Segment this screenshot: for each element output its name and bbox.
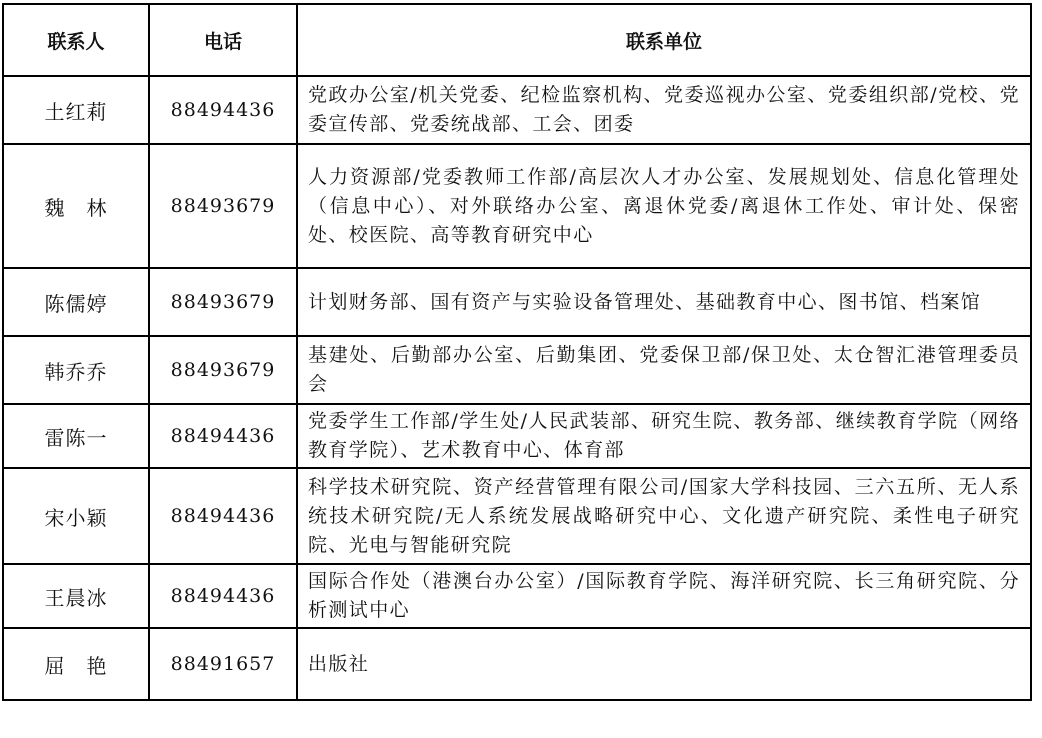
header-phone: 电话 <box>149 4 297 76</box>
table-row <box>3 564 1031 628</box>
contact-units: 国际合作处（港澳台办公室）/国际教育学院、海洋研究院、长三角研究院、分析测试中心 <box>297 564 1031 628</box>
contact-name: 土红莉 <box>3 76 149 144</box>
contact-phone: 88494436 <box>149 468 297 564</box>
contact-phone: 88494436 <box>149 404 297 468</box>
contact-phone: 88493679 <box>149 336 297 404</box>
table-row <box>3 144 1031 268</box>
contact-name: 陈儒婷 <box>3 268 149 336</box>
contact-name: 韩乔乔 <box>3 336 149 404</box>
table-row <box>3 336 1031 404</box>
contact-name: 宋小颖 <box>3 468 149 564</box>
contact-phone: 88493679 <box>149 268 297 336</box>
contact-units: 计划财务部、国有资产与实验设备管理处、基础教育中心、图书馆、档案馆 <box>297 268 1031 336</box>
contact-phone: 88491657 <box>149 628 297 700</box>
table-row <box>3 404 1031 468</box>
contacts-table <box>2 3 1032 701</box>
table-row <box>3 468 1031 564</box>
contact-units: 党委学生工作部/学生处/人民武装部、研究生院、教务部、继续教育学院（网络教育学院）、艺术教育中心、体育部 <box>297 404 1031 468</box>
contact-name: 魏 林 <box>3 144 149 268</box>
contact-units: 出版社 <box>297 628 1031 700</box>
table-row <box>3 628 1031 700</box>
contact-name: 王晨冰 <box>3 564 149 628</box>
contact-phone: 88494436 <box>149 76 297 144</box>
contact-phone: 88494436 <box>149 564 297 628</box>
contact-units: 基建处、后勤部办公室、后勤集团、党委保卫部/保卫处、太仓智汇港管理委员会 <box>297 336 1031 404</box>
header-name: 联系人 <box>3 4 149 76</box>
header-row <box>3 4 1031 76</box>
contact-units: 科学技术研究院、资产经营管理有限公司/国家大学科技园、三六五所、无人系统技术研究院/无人系统发展战略研究中心、文化遗产研究院、柔性电子研究院、光电与智能研究院 <box>297 468 1031 564</box>
header-unit: 联系单位 <box>297 4 1031 76</box>
contact-name: 屈 艳 <box>3 628 149 700</box>
contact-units: 党政办公室/机关党委、纪检监察机构、党委巡视办公室、党委组织部/党校、党委宣传部、党委统战部、工会、团委 <box>297 76 1031 144</box>
contact-phone: 88493679 <box>149 144 297 268</box>
table-row <box>3 268 1031 336</box>
contact-units: 人力资源部/党委教师工作部/高层次人才办公室、发展规划处、信息化管理处（信息中心）、对外联络办公室、离退休党委/离退休工作处、审计处、保密处、校医院、高等教育研究中心 <box>297 144 1031 268</box>
contact-name: 雷陈一 <box>3 404 149 468</box>
table-row <box>3 76 1031 144</box>
